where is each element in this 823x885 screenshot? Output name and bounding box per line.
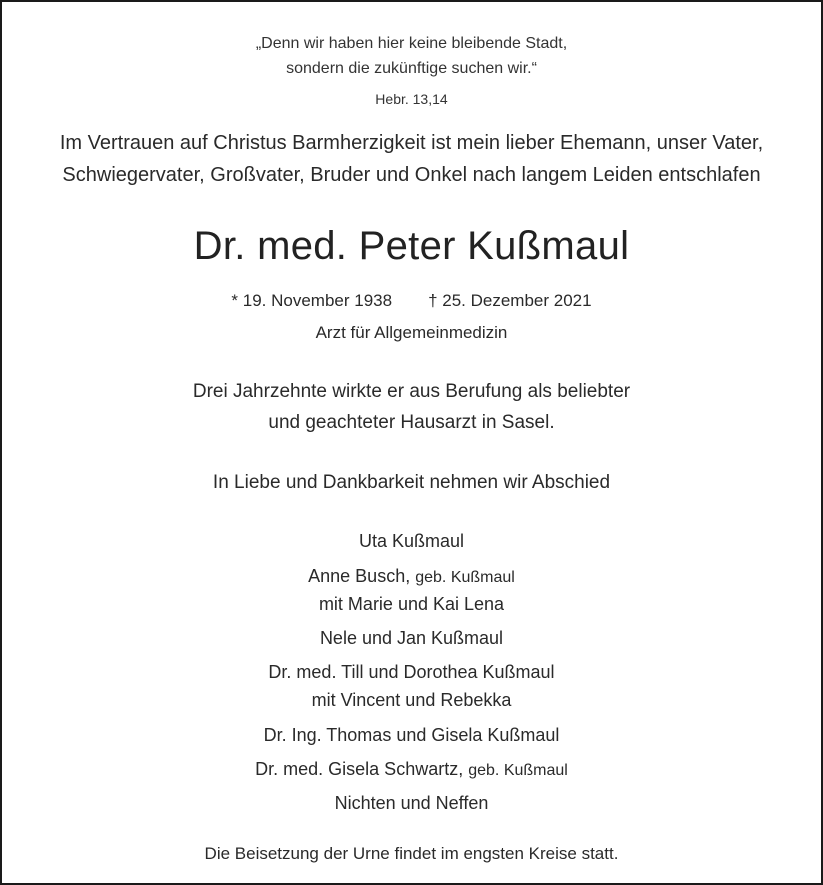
mourner-5: Dr. Ing. Thomas und Gisela Kußmaul xyxy=(263,725,560,745)
life-dates xyxy=(2,291,821,311)
intro-line-1: Im Vertrauen auf Christus Barmherzigkeit ist mein lieber Ehemann, unser Vater, xyxy=(59,132,764,154)
mourner-6-name: Dr. med. Gisela Schwartz, xyxy=(255,759,464,779)
closing-note: Die Beisetzung der Urne findet im engsten Kreise statt. xyxy=(204,844,619,863)
bible-quote-line-2: sondern die zukünftige suchen wir.“ xyxy=(286,60,537,77)
mourner-2-name: Anne Busch, xyxy=(308,566,411,586)
mourner-4: Dr. med. Till und Dorothea Kußmaul xyxy=(268,662,555,682)
intro-line-2: Schwiegervater, Großvater, Bruder und Onkel nach langem Leiden entschlafen xyxy=(62,164,761,186)
deceased-name: Dr. med. Peter Kußmaul xyxy=(193,224,630,268)
bible-quote-line-1: „Denn wir haben hier keine bleibende Stadt, xyxy=(255,35,568,52)
death-date: † 25. Dezember 2021 xyxy=(428,291,592,310)
mourner-4-sub: mit Vincent und Rebekka xyxy=(311,690,512,710)
mourner-1: Uta Kußmaul xyxy=(358,531,465,551)
bible-reference: Hebr. 13,14 xyxy=(375,91,448,107)
mourner-6-maiden: geb. Kußmaul xyxy=(468,762,568,779)
mourner-3: Nele und Jan Kußmaul xyxy=(319,628,504,648)
mourner-6 xyxy=(2,759,821,780)
farewell-line: In Liebe und Dankbarkeit nehmen wir Abschied xyxy=(212,472,611,493)
tribute-line-2: und geachteter Hausarzt in Sasel. xyxy=(268,412,555,433)
mourner-7: Nichten und Neffen xyxy=(334,793,489,813)
tribute-line-1: Drei Jahrzehnte wirkte er aus Berufung als beliebter xyxy=(192,381,631,402)
occupation: Arzt für Allgemeinmedizin xyxy=(315,323,508,342)
mourner-2 xyxy=(2,566,821,587)
birth-date: * 19. November 1938 xyxy=(231,291,393,310)
mourner-2-maiden: geb. Kußmaul xyxy=(415,569,515,586)
mourner-2-sub: mit Marie und Kai Lena xyxy=(318,594,505,614)
